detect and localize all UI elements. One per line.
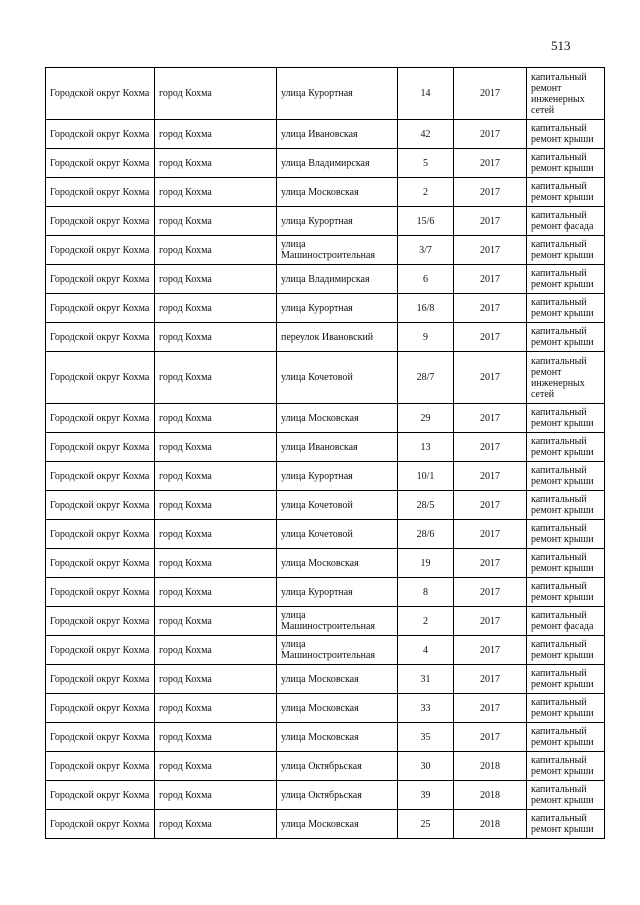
year-cell: 2017 — [454, 520, 527, 549]
city-cell: город Кохма — [155, 120, 277, 149]
work-type-cell: капитальный ремонт крыши — [527, 491, 605, 520]
district-cell: Городской округ Кохма — [46, 491, 155, 520]
table-row — [46, 265, 605, 294]
street-cell: улица Московская — [277, 810, 398, 839]
city-cell: город Кохма — [155, 520, 277, 549]
table-row — [46, 178, 605, 207]
house-number-cell: 10/1 — [398, 462, 454, 491]
work-type-cell: капитальный ремонт крыши — [527, 723, 605, 752]
table-row — [46, 149, 605, 178]
house-number-cell: 39 — [398, 781, 454, 810]
street-cell: улица Курортная — [277, 207, 398, 236]
repair-schedule-table — [45, 67, 605, 839]
table-row — [46, 462, 605, 491]
district-cell: Городской округ Кохма — [46, 236, 155, 265]
year-cell: 2017 — [454, 549, 527, 578]
work-type-cell: капитальный ремонт крыши — [527, 752, 605, 781]
district-cell: Городской округ Кохма — [46, 752, 155, 781]
table-row — [46, 68, 605, 120]
district-cell: Городской округ Кохма — [46, 462, 155, 491]
house-number-cell: 35 — [398, 723, 454, 752]
table-row — [46, 810, 605, 839]
house-number-cell: 4 — [398, 636, 454, 665]
table-row — [46, 607, 605, 636]
year-cell: 2017 — [454, 404, 527, 433]
district-cell: Городской округ Кохма — [46, 149, 155, 178]
city-cell: город Кохма — [155, 723, 277, 752]
year-cell: 2017 — [454, 149, 527, 178]
work-type-cell: капитальный ремонт крыши — [527, 120, 605, 149]
city-cell: город Кохма — [155, 207, 277, 236]
city-cell: город Кохма — [155, 752, 277, 781]
table-row — [46, 352, 605, 404]
street-cell: улица Кочетовой — [277, 491, 398, 520]
street-cell: улица Ивановская — [277, 120, 398, 149]
street-cell: улица Ивановская — [277, 433, 398, 462]
year-cell: 2018 — [454, 752, 527, 781]
work-type-cell: капитальный ремонт крыши — [527, 294, 605, 323]
district-cell: Городской округ Кохма — [46, 404, 155, 433]
street-cell: улица Машиностроительная — [277, 236, 398, 265]
year-cell: 2017 — [454, 694, 527, 723]
city-cell: город Кохма — [155, 578, 277, 607]
city-cell: город Кохма — [155, 607, 277, 636]
district-cell: Городской округ Кохма — [46, 607, 155, 636]
table-row — [46, 694, 605, 723]
street-cell: улица Владимирская — [277, 149, 398, 178]
city-cell: город Кохма — [155, 323, 277, 352]
district-cell: Городской округ Кохма — [46, 578, 155, 607]
street-cell: улица Машиностроительная — [277, 607, 398, 636]
district-cell: Городской округ Кохма — [46, 68, 155, 120]
house-number-cell: 25 — [398, 810, 454, 839]
work-type-cell: капитальный ремонт крыши — [527, 265, 605, 294]
street-cell: переулок Ивановский — [277, 323, 398, 352]
street-cell: улица Курортная — [277, 462, 398, 491]
street-cell: улица Московская — [277, 665, 398, 694]
house-number-cell: 9 — [398, 323, 454, 352]
district-cell: Городской округ Кохма — [46, 178, 155, 207]
table-row — [46, 236, 605, 265]
house-number-cell: 13 — [398, 433, 454, 462]
year-cell: 2017 — [454, 578, 527, 607]
district-cell: Городской округ Кохма — [46, 723, 155, 752]
work-type-cell: капитальный ремонт крыши — [527, 578, 605, 607]
year-cell: 2018 — [454, 810, 527, 839]
year-cell: 2017 — [454, 433, 527, 462]
work-type-cell: капитальный ремонт крыши — [527, 149, 605, 178]
work-type-cell: капитальный ремонт крыши — [527, 236, 605, 265]
year-cell: 2017 — [454, 178, 527, 207]
house-number-cell: 33 — [398, 694, 454, 723]
house-number-cell: 30 — [398, 752, 454, 781]
table-row — [46, 636, 605, 665]
table-row — [46, 207, 605, 236]
year-cell: 2018 — [454, 781, 527, 810]
year-cell: 2017 — [454, 462, 527, 491]
house-number-cell: 2 — [398, 178, 454, 207]
work-type-cell: капитальный ремонт инженерных сетей — [527, 352, 605, 404]
district-cell: Городской округ Кохма — [46, 323, 155, 352]
year-cell: 2017 — [454, 294, 527, 323]
table-row — [46, 781, 605, 810]
city-cell: город Кохма — [155, 549, 277, 578]
work-type-cell: капитальный ремонт крыши — [527, 810, 605, 839]
house-number-cell: 8 — [398, 578, 454, 607]
street-cell: улица Московская — [277, 549, 398, 578]
work-type-cell: капитальный ремонт крыши — [527, 323, 605, 352]
district-cell: Городской округ Кохма — [46, 120, 155, 149]
work-type-cell: капитальный ремонт крыши — [527, 462, 605, 491]
district-cell: Городской округ Кохма — [46, 352, 155, 404]
table-body — [46, 68, 605, 839]
table-row — [46, 491, 605, 520]
year-cell: 2017 — [454, 607, 527, 636]
district-cell: Городской округ Кохма — [46, 810, 155, 839]
table-row — [46, 294, 605, 323]
street-cell: улица Кочетовой — [277, 352, 398, 404]
house-number-cell: 14 — [398, 68, 454, 120]
house-number-cell: 16/8 — [398, 294, 454, 323]
table-row — [46, 404, 605, 433]
house-number-cell: 29 — [398, 404, 454, 433]
year-cell: 2017 — [454, 265, 527, 294]
house-number-cell: 28/7 — [398, 352, 454, 404]
district-cell: Городской округ Кохма — [46, 433, 155, 462]
year-cell: 2017 — [454, 723, 527, 752]
city-cell: город Кохма — [155, 665, 277, 694]
city-cell: город Кохма — [155, 178, 277, 207]
year-cell: 2017 — [454, 68, 527, 120]
house-number-cell: 42 — [398, 120, 454, 149]
street-cell: улица Московская — [277, 178, 398, 207]
table-row — [46, 433, 605, 462]
year-cell: 2017 — [454, 323, 527, 352]
page-number: 513 — [551, 38, 571, 53]
city-cell: город Кохма — [155, 694, 277, 723]
work-type-cell: капитальный ремонт крыши — [527, 178, 605, 207]
city-cell: город Кохма — [155, 433, 277, 462]
house-number-cell: 28/5 — [398, 491, 454, 520]
year-cell: 2017 — [454, 236, 527, 265]
work-type-cell: капитальный ремонт крыши — [527, 636, 605, 665]
table-row — [46, 549, 605, 578]
table-row — [46, 578, 605, 607]
table-row — [46, 520, 605, 549]
city-cell: город Кохма — [155, 294, 277, 323]
work-type-cell: капитальный ремонт крыши — [527, 404, 605, 433]
street-cell: улица Владимирская — [277, 265, 398, 294]
table-row — [46, 665, 605, 694]
street-cell: улица Октябрьская — [277, 781, 398, 810]
year-cell: 2017 — [454, 491, 527, 520]
table-row — [46, 323, 605, 352]
district-cell: Городской округ Кохма — [46, 294, 155, 323]
district-cell: Городской округ Кохма — [46, 694, 155, 723]
street-cell: улица Московская — [277, 694, 398, 723]
district-cell: Городской округ Кохма — [46, 665, 155, 694]
house-number-cell: 3/7 — [398, 236, 454, 265]
city-cell: город Кохма — [155, 265, 277, 294]
work-type-cell: капитальный ремонт крыши — [527, 665, 605, 694]
city-cell: город Кохма — [155, 491, 277, 520]
street-cell: улица Курортная — [277, 578, 398, 607]
work-type-cell: капитальный ремонт крыши — [527, 433, 605, 462]
city-cell: город Кохма — [155, 404, 277, 433]
city-cell: город Кохма — [155, 68, 277, 120]
street-cell: улица Октябрьская — [277, 752, 398, 781]
district-cell: Городской округ Кохма — [46, 549, 155, 578]
city-cell: город Кохма — [155, 810, 277, 839]
city-cell: город Кохма — [155, 149, 277, 178]
district-cell: Городской округ Кохма — [46, 520, 155, 549]
year-cell: 2017 — [454, 665, 527, 694]
table-row — [46, 752, 605, 781]
city-cell: город Кохма — [155, 352, 277, 404]
work-type-cell: капитальный ремонт фасада — [527, 207, 605, 236]
year-cell: 2017 — [454, 120, 527, 149]
district-cell: Городской округ Кохма — [46, 636, 155, 665]
city-cell: город Кохма — [155, 781, 277, 810]
work-type-cell: капитальный ремонт фасада — [527, 607, 605, 636]
work-type-cell: капитальный ремонт крыши — [527, 549, 605, 578]
street-cell: улица Кочетовой — [277, 520, 398, 549]
city-cell: город Кохма — [155, 236, 277, 265]
district-cell: Городской округ Кохма — [46, 265, 155, 294]
table-row — [46, 120, 605, 149]
house-number-cell: 6 — [398, 265, 454, 294]
work-type-cell: капитальный ремонт крыши — [527, 520, 605, 549]
work-type-cell: капитальный ремонт крыши — [527, 781, 605, 810]
street-cell: улица Машиностроительная — [277, 636, 398, 665]
house-number-cell: 5 — [398, 149, 454, 178]
work-type-cell: капитальный ремонт крыши — [527, 694, 605, 723]
year-cell: 2017 — [454, 207, 527, 236]
city-cell: город Кохма — [155, 636, 277, 665]
street-cell: улица Московская — [277, 404, 398, 433]
work-type-cell: капитальный ремонт инженерных сетей — [527, 68, 605, 120]
year-cell: 2017 — [454, 352, 527, 404]
house-number-cell: 31 — [398, 665, 454, 694]
house-number-cell: 15/6 — [398, 207, 454, 236]
house-number-cell: 2 — [398, 607, 454, 636]
table-row — [46, 723, 605, 752]
district-cell: Городской округ Кохма — [46, 207, 155, 236]
house-number-cell: 19 — [398, 549, 454, 578]
street-cell: улица Московская — [277, 723, 398, 752]
year-cell: 2017 — [454, 636, 527, 665]
district-cell: Городской округ Кохма — [46, 781, 155, 810]
street-cell: улица Курортная — [277, 68, 398, 120]
house-number-cell: 28/6 — [398, 520, 454, 549]
city-cell: город Кохма — [155, 462, 277, 491]
street-cell: улица Курортная — [277, 294, 398, 323]
